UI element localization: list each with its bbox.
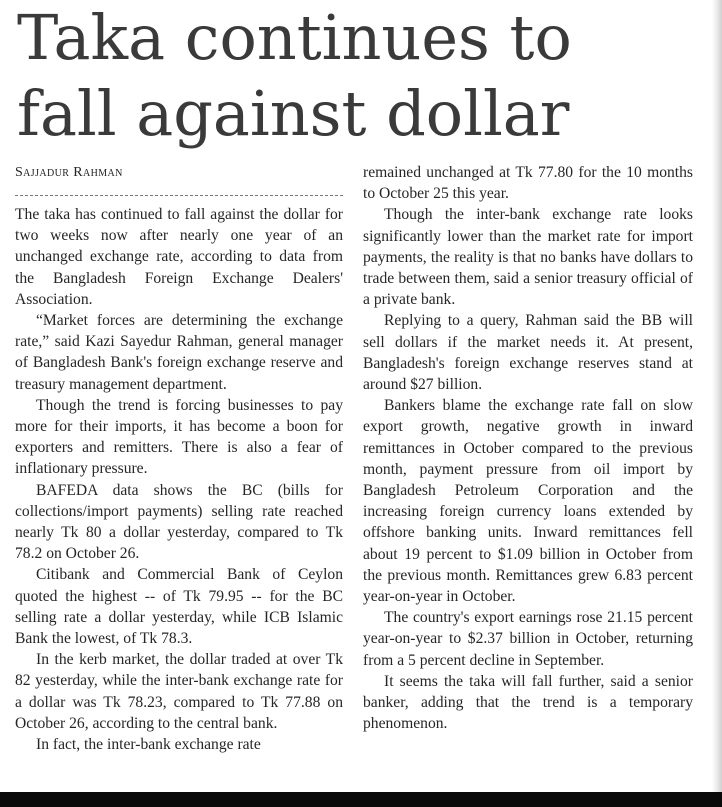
paragraph: “Market forces are determining the exchange rate,” said Kazi Sayedur Rahman, general manager of Bangladesh Bank's foreign exchange reserve and treasury management department. [15,312,343,393]
paragraph: Bankers blame the exchange rate fall on slow export growth, negative growth in inward remittances in October compared to the previous month, payment pressure from oil import by Bangladesh Petroleum Corporation and the increasing foreign currency loans extended by offshore banking units. Inward remittances fell about 19 percent to $1.09 billion in October from the previous month. Remittances grew 6.83 percent year-on-year in October. [363,397,693,606]
headline [17,0,717,152]
headline-line-1: Taka continues to [17,1,572,74]
byline-divider [15,195,343,196]
paragraph: In fact, the inter-bank exchange rate [36,736,261,754]
headline-line-2: fall against dollar [17,77,570,150]
paragraph: Though the trend is forcing businesses to pay more for their imports, it has become a boon for exporters and remitters. There is also a fear of inflationary pressure. [15,396,343,478]
article-column-left [15,204,343,755]
page-edge-shadow [712,0,722,792]
paragraph: Citibank and Commercial Bank of Ceylon quoted the highest -- of Tk 79.95 -- for the BC selling rate a dollar yesterday, while ICB Islamic Bank the lowest, of Tk 78.3. [15,566,343,648]
paragraph: BAFEDA data shows the BC (bills for collections/import payments) selling rate reached nearly Tk 80 a dollar yesterday, compared to Tk 78.2 on October 26. [15,481,343,563]
paragraph: Though the inter-bank exchange rate looks significantly lower than the market rate for import payments, the reality is that no banks have dollars to trade between them, said a senior treasury official of a private bank. [363,206,693,309]
paragraph: The country's export earnings rose 21.15 percent year-on-year to $2.37 billion in October, returning from a 5 percent decline in September. [363,609,693,669]
paragraph: Replying to a query, Rahman said the BB will sell dollars if the market needs it. At present, Bangladesh's foreign exchange reserves stand at around $27 billion. [363,312,693,394]
article-column-right [363,162,693,734]
paragraph: remained unchanged at Tk 77.80 for the 10 months to October 25 this year. [363,164,693,203]
bottom-border [0,792,722,807]
paragraph: The taka has continued to fall against the dollar for two weeks now after nearly one year of an unchanged exchange rate, according to data from the Bangladesh Foreign Exchange Dealers' Association. [15,206,343,308]
byline: Sajjadur Rahman [15,165,123,180]
paragraph: It seems the taka will fall further, said a senior banker, adding that the trend is a temporary phenomenon. [363,672,693,733]
paragraph: In the kerb market, the dollar traded at over Tk 82 yesterday, while the inter-bank exchange rate for a dollar was Tk 78.23, compared to Tk 77.88 on October 26, according to the central bank. [15,651,343,732]
